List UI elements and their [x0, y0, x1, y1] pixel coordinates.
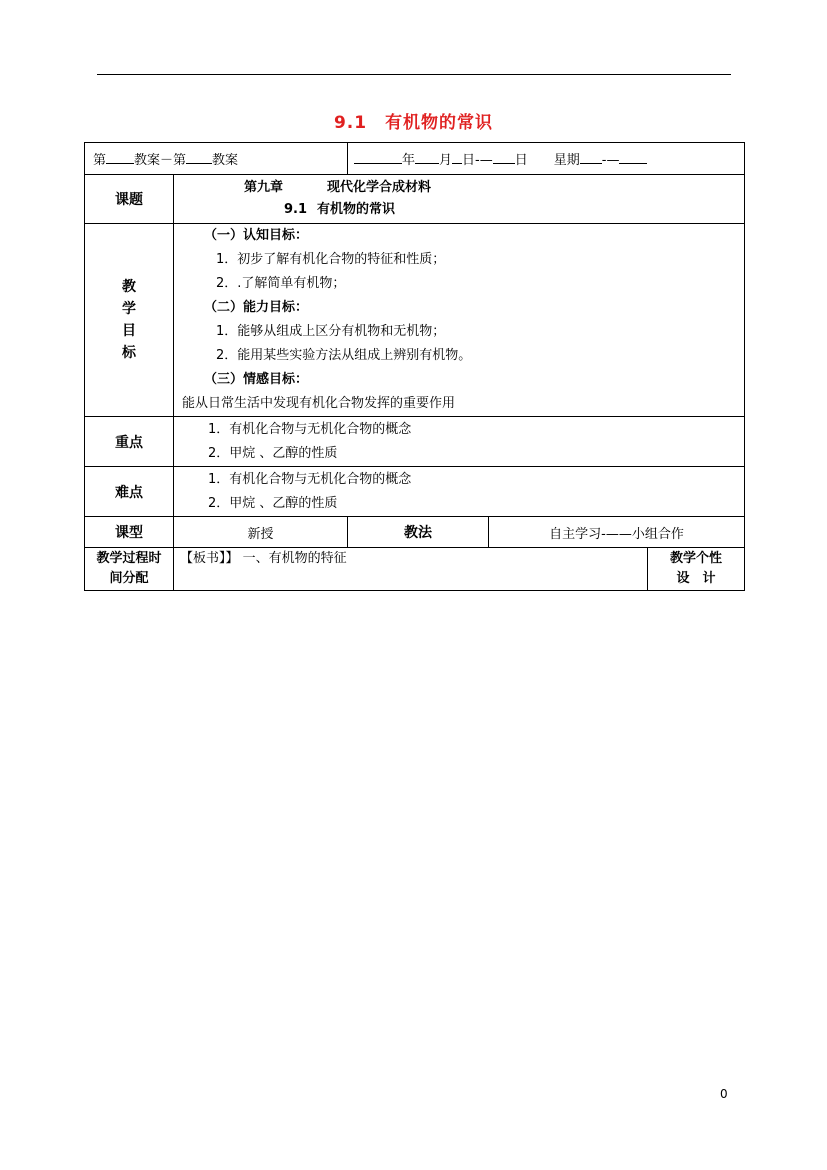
goals-label-char-2: 学 [122, 301, 136, 317]
ability-goal-item: 1．能够从组成上区分有机物和无机物； [216, 324, 446, 339]
difficulty-item: 2．甲烷 、乙醇的性质 [208, 495, 338, 511]
blank-line [619, 151, 647, 164]
teaching-method-value: 自主学习-——小组合作 [489, 517, 745, 548]
blank-line [452, 151, 462, 164]
process-label-line-2: 间分配 [109, 571, 149, 586]
blank-line [415, 151, 439, 164]
lesson-number-prefix: 第 [93, 153, 107, 168]
document-title [0, 108, 827, 133]
weekday-dash: -— [601, 153, 620, 168]
process-label-line-1: 教学过程时 [96, 551, 162, 566]
difficulty-item: 1．有机化合物与无机化合物的概念 [208, 471, 412, 487]
personal-design-label [648, 548, 745, 591]
process-label [85, 548, 174, 591]
goals-label [85, 224, 174, 417]
lesson-type-value: 新授 [174, 517, 348, 548]
ability-goal-title: （二）能力目标： [204, 300, 309, 315]
lesson-type-label: 课型 [85, 517, 174, 548]
lesson-number-suffix: 教案 [212, 153, 239, 168]
row-key-points [85, 417, 745, 467]
blank-line [580, 151, 602, 164]
topic-label: 课题 [85, 175, 174, 224]
date-day-label: 日-— [462, 153, 493, 168]
goals-label-char-4: 标 [122, 345, 136, 361]
section-title: 有机物的常识 [317, 202, 396, 217]
cognitive-goal-item: 1．初步了解有机化合物的特征和性质； [216, 252, 446, 267]
goals-label-char-1: 教 [122, 279, 136, 295]
lesson-plan-table [84, 142, 745, 591]
topic-chapter-line [174, 177, 744, 199]
goals-label-char-3: 目 [122, 323, 136, 339]
lesson-number-cell [85, 143, 348, 175]
weekday-label: 星期 [553, 153, 580, 168]
key-points-label: 重点 [85, 417, 174, 467]
blank-line [106, 151, 134, 164]
emotion-goal-title: （三）情感目标： [204, 372, 309, 387]
lesson-number-middle: 教案－第 [134, 153, 187, 168]
date-month-label: 月 [439, 153, 453, 168]
difficulties-label: 难点 [85, 467, 174, 517]
difficulties-content [174, 467, 745, 517]
chapter-number: 第九章 [244, 180, 284, 195]
date-cell [348, 143, 745, 175]
blank-line [354, 151, 402, 164]
goals-content [174, 224, 745, 417]
row-teaching-goals [85, 224, 745, 417]
section-number: 9.1 [284, 202, 308, 217]
row-lesson-number-date [85, 143, 745, 175]
key-point-item: 2．甲烷 、乙醇的性质 [208, 445, 338, 461]
title-number: 9.1 [333, 113, 368, 133]
personal-design-line-1: 教学个性 [670, 551, 723, 566]
topic-content [174, 175, 745, 224]
ability-goal-item: 2．能用某些实验方法从组成上辨别有机物。 [216, 348, 472, 363]
cognitive-goal-title: （一）认知目标： [204, 228, 309, 243]
board-notes: 【板书】】 一、有机物的特征 [174, 548, 648, 591]
blank-line [186, 151, 212, 164]
topic-section-line [174, 199, 744, 221]
row-difficulties [85, 467, 745, 517]
row-teaching-process [85, 548, 745, 591]
key-points-content [174, 417, 745, 467]
row-topic [85, 175, 745, 224]
blank-line [493, 151, 515, 164]
date-day-end-label: 日 [514, 153, 528, 168]
page-number: 0 [720, 1087, 728, 1101]
emotion-goal-text: 能从日常生活中发现有机化合物发挥的重要作用 [182, 396, 456, 411]
personal-design-line-2: 设 计 [676, 571, 716, 586]
top-rule [97, 74, 731, 75]
chapter-title: 现代化学合成材料 [327, 180, 432, 195]
title-text: 有机物的常识 [385, 113, 494, 133]
date-year-label: 年 [402, 153, 416, 168]
teaching-method-label: 教法 [348, 517, 489, 548]
cognitive-goal-item: 2．.了解简单有机物； [216, 276, 346, 291]
key-point-item: 1．有机化合物与无机化合物的概念 [208, 421, 412, 437]
row-lesson-type [85, 517, 745, 548]
